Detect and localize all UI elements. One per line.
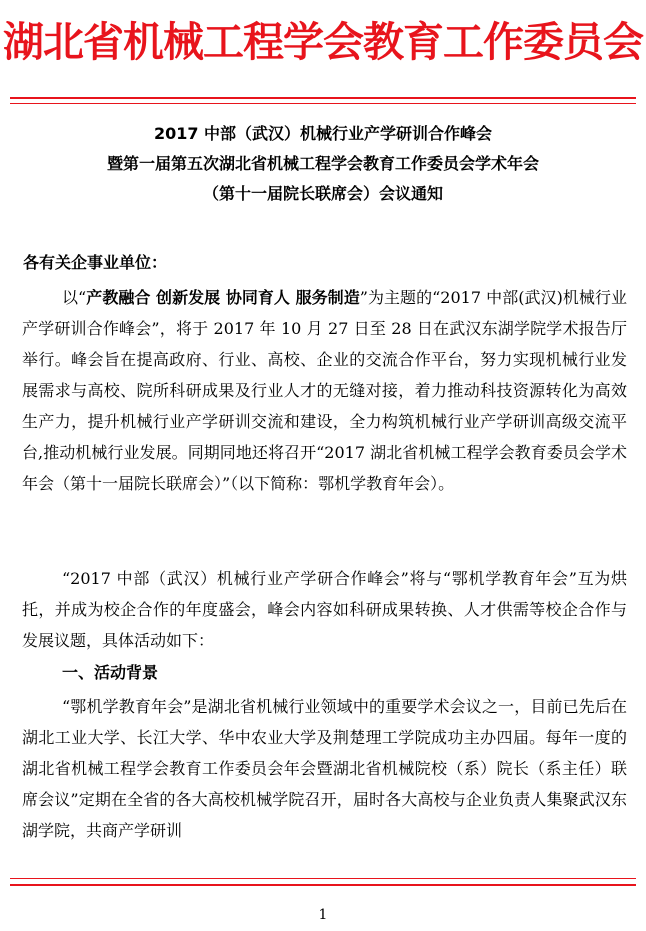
paragraph-intro — [22, 282, 627, 499]
paragraph-intro-rest: ”为主题的“2017 中部(武汉)机械行业产学研训合作峰会”，将于 2017 年 10 月 27 日至 28 日在武汉东湖学院学术报告厅举行。峰会旨在提高政府、行业、高校、企业的交流合作平台，努力实现机械行业发展需求与高校、院所科研成果及行业人才的无缝对接，着力推动科技资源转化为高效生产力，提升机械行业产学研训交流和建设，全力构筑机械行业产学研训高级交流平台,推动机械行业发展。同期同地还将召开“2017 湖北省机械工程学会教育委员会学术年会（第十一届院长联席会）”（以下简称：鄂机学教育年会）。 — [22, 288, 627, 493]
paragraph-summit: “2017 中部（武汉）机械行业产学研合作峰会”将与“鄂机学教育年会”互为烘托，并成为校企合作的年度盛会，峰会内容如科研成果转换、人才供需等校企合作与发展议题，具体活动如下： — [22, 569, 627, 650]
footer-rule-thin — [10, 878, 636, 879]
letterhead-rule-thick — [10, 97, 636, 99]
letterhead-title: 湖北省机械工程学会教育工作委员会 — [3, 18, 643, 66]
open-quote: 以“ — [62, 288, 87, 307]
salutation: 各有关企事业单位： — [23, 253, 168, 272]
theme-slogan: 产教融合 创新发展 协同育人 服务制造 — [86, 288, 360, 307]
notice-title-line2: 暨第一届第五次湖北省机械工程学会教育工作委员会学术年会 — [106, 154, 539, 173]
notice-title-line1: 2017 中部（武汉）机械行业产学研训合作峰会 — [153, 124, 493, 143]
paragraph-background: “鄂机学教育年会”是湖北省机械行业领域中的重要学术会议之一，目前已先后在湖北工业大学、长江大学、华中农业大学及荆楚理工学院成功主办四届。每年一度的湖北省机械工程学会教育工作委员会年会暨湖北省机械院校（系）院长（系主任）联席会议”定期在全省的各大高校机械学院召开，届时各大高校与企业负责人集聚武汉东湖学院，共商产学研训 — [22, 697, 627, 840]
letterhead-rule-thin — [10, 103, 636, 104]
page-number: 1 — [318, 907, 328, 923]
footer-rule-thick — [10, 884, 636, 886]
notice-title-line3: （第十一届院长联席会）会议通知 — [202, 184, 443, 203]
section-heading-background: 一、活动背景 — [62, 663, 159, 682]
